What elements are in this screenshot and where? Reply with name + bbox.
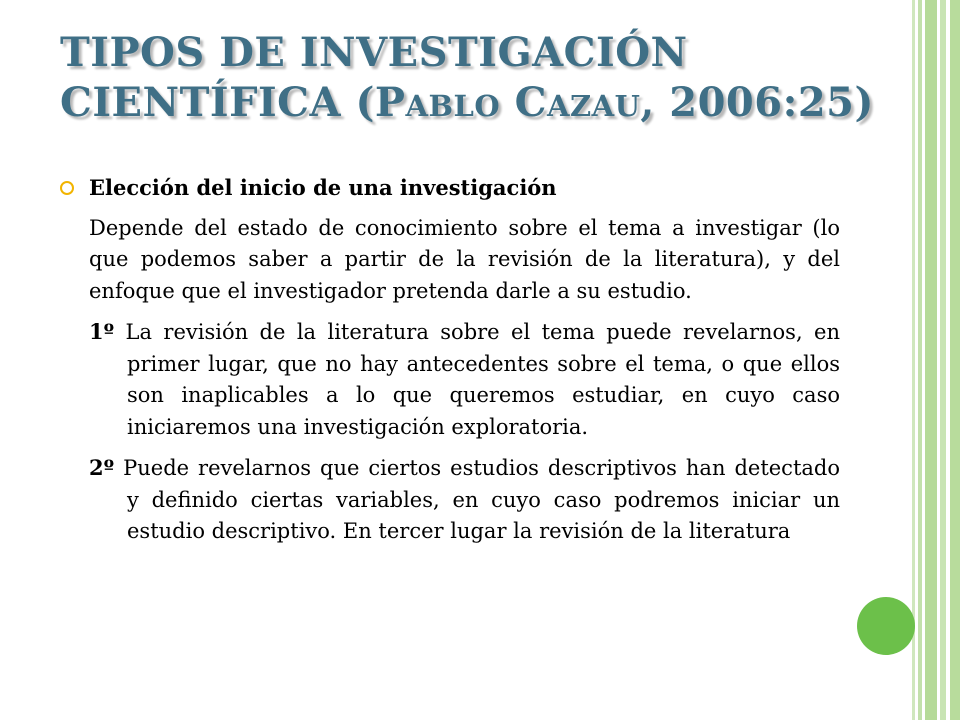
decorative-circle (857, 597, 915, 655)
item-number: 1º (89, 319, 115, 344)
numbered-item (60, 316, 840, 443)
title-line-1: TIPOS DE INVESTIGACIÓN (60, 29, 688, 76)
item-number: 2º (89, 455, 115, 480)
title-line-2-start: CIENTÍFICA ( (60, 79, 375, 126)
bullet-item (60, 172, 840, 205)
author-first-initial: P (374, 79, 406, 126)
slide-body (60, 172, 840, 548)
numbered-item (60, 452, 840, 548)
title-line-2-end: , 2006:25) (640, 79, 874, 126)
title-line-2 (60, 78, 950, 131)
bullet-circle-icon (60, 181, 74, 195)
section-heading: Elección del inicio de una investigación (89, 175, 557, 200)
author-last-initial: C (514, 79, 547, 126)
item-text: Puede revelarnos que ciertos estudios descriptivos han detectado y definido ciertas variables, en cuyo caso podremos iniciar un estudio descriptivo. En tercer lugar la revisión de la literatura (123, 456, 840, 543)
author-first-rest: ABLO (405, 89, 501, 123)
stripe (950, 0, 960, 720)
slide-title (60, 28, 950, 131)
author-last-rest: AZAU (546, 89, 641, 123)
intro-paragraph: Depende del estado de conocimiento sobre el tema a investigar (lo que podemos saber a partir de la revisión de la literatura), y del enfoque que el investigador pretenda darle a su estudio. (89, 215, 840, 303)
item-text: La revisión de la literatura sobre el tema puede revelarnos, en primer lugar, que no hay antecedentes sobre el tema, o que ellos son inaplicables a lo que queremos estudiar, en cuyo caso iniciaremos una investigación exploratoria. (125, 320, 840, 439)
